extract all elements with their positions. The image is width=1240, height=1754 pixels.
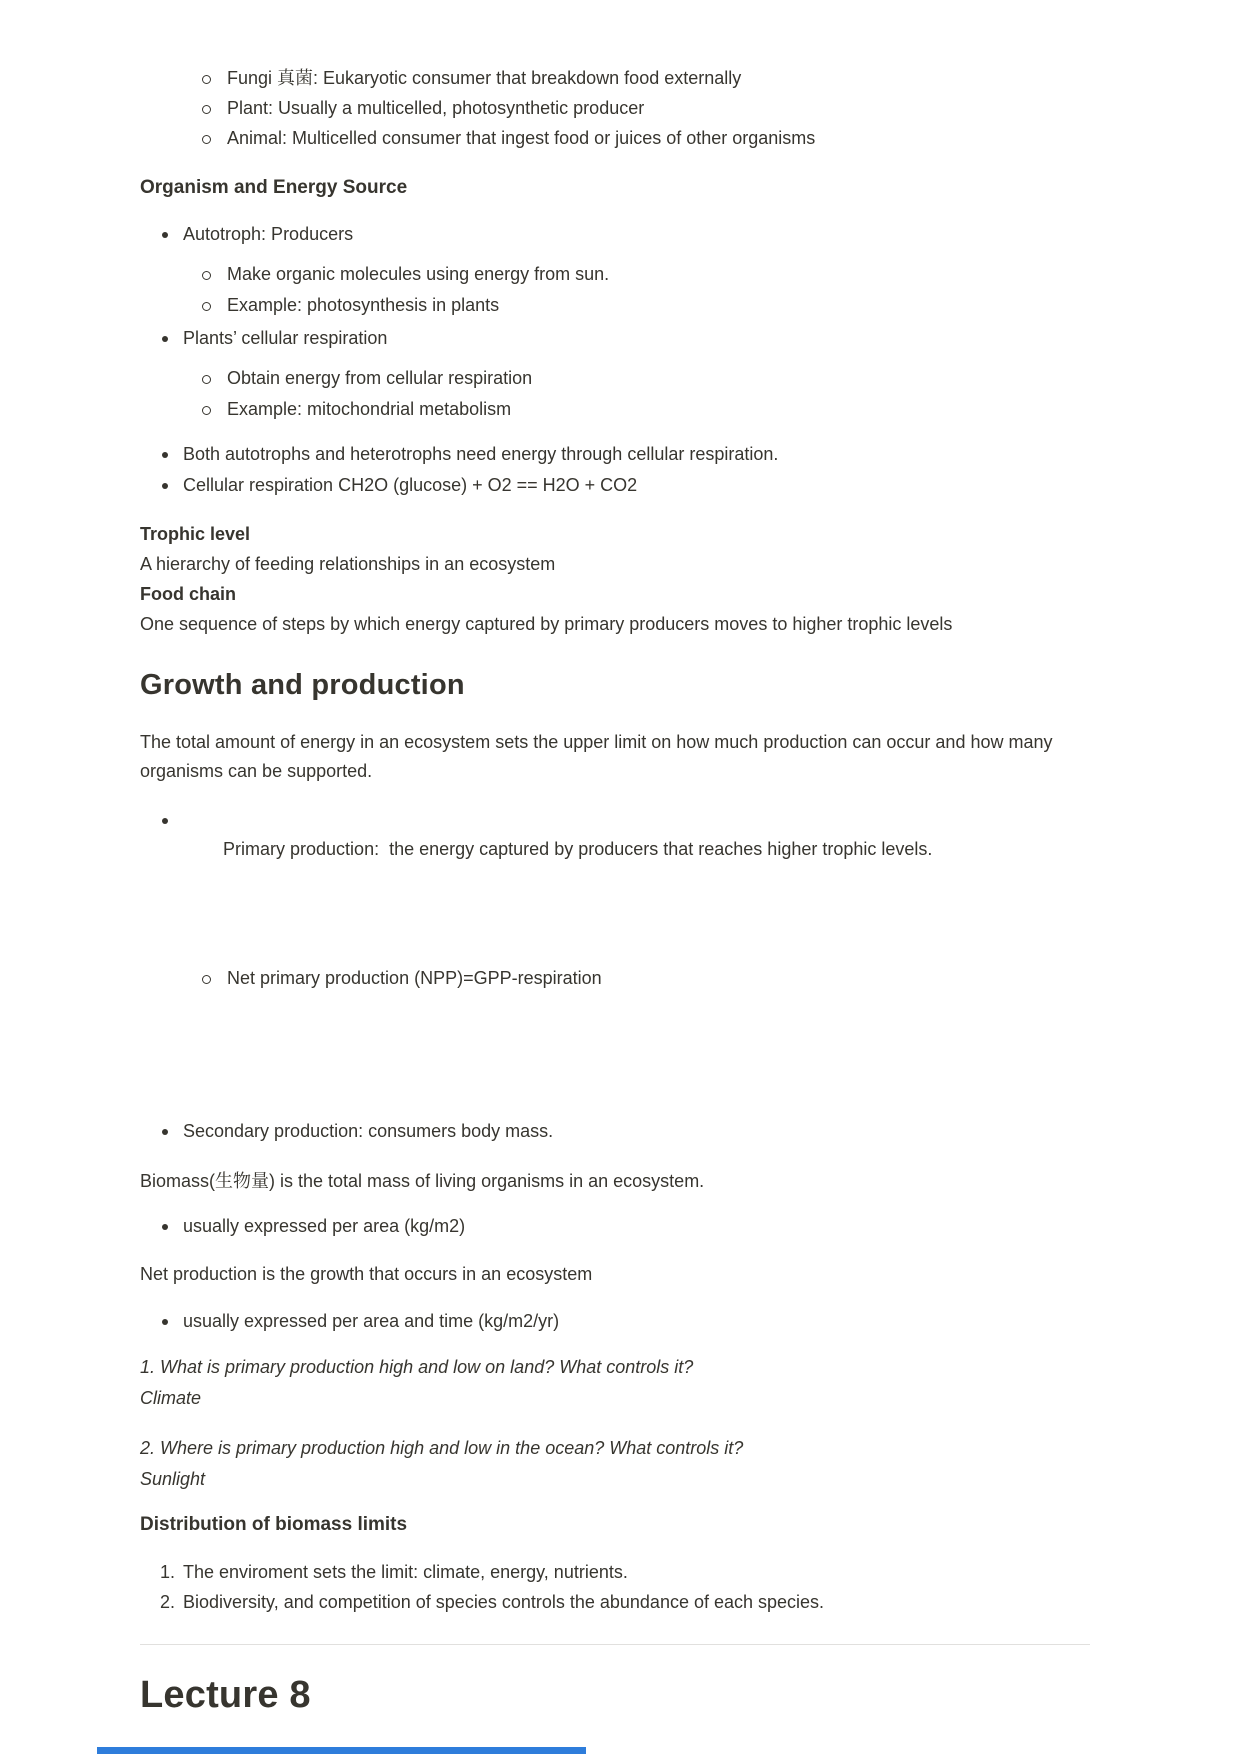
question-1-answer: Climate	[140, 1388, 202, 1408]
section-divider	[140, 1644, 1090, 1645]
list-item-text: Autotroph: Producers	[183, 224, 354, 244]
list-item	[140, 220, 1090, 320]
lecture-8-heading: Lecture 8	[140, 1674, 311, 1716]
list-item-text: Both autotrophs and heterotrophs need energy through cellular respiration.	[183, 444, 779, 464]
food-chain-text: One sequence of steps by which energy captured by primary producers moves to higher trophic levels	[140, 614, 953, 634]
list-item-text: The enviroment sets the limit: climate, energy, nutrients.	[183, 1562, 628, 1582]
list-item-text: Example: photosynthesis in plants	[227, 295, 500, 315]
trophic-level-label: Trophic level	[140, 524, 251, 544]
distribution-heading: Distribution of biomass limits	[140, 1514, 408, 1535]
list-item	[183, 260, 1090, 289]
list-item	[140, 806, 1090, 1115]
list-item	[140, 1558, 1090, 1587]
question-1-block	[140, 1352, 1090, 1414]
respiration-sublist	[183, 364, 1090, 424]
net-production-paragraph: Net production is the growth that occurs in an ecosystem	[140, 1264, 593, 1284]
growth-production-heading: Growth and production	[140, 669, 465, 701]
list-item	[183, 964, 1090, 993]
question-1-text: 1. What is primary production high and low on land? What controls it?	[140, 1357, 694, 1377]
biomass-paragraph: Biomass(生物量) is the total mass of living organisms in an ecosystem.	[140, 1171, 705, 1191]
list-item	[140, 324, 1090, 424]
net-production-unit-list	[140, 1307, 1090, 1336]
list-item-text: Primary production: the energy captured by producers that reaches higher trophic levels.	[223, 839, 933, 859]
intro-sublist	[140, 64, 1090, 153]
question-2-block	[140, 1433, 1090, 1495]
list-item	[140, 64, 1090, 93]
list-item	[140, 1212, 1090, 1241]
list-item-text: usually expressed per area and time (kg/m2/yr)	[183, 1311, 560, 1331]
energy-source-list	[140, 220, 1090, 500]
food-chain-label: Food chain	[140, 584, 236, 604]
list-item-text: Example: mitochondrial metabolism	[227, 399, 512, 419]
list-item-text: Obtain energy from cellular respiration	[227, 368, 533, 388]
list-item	[140, 471, 1090, 500]
list-item	[183, 291, 1090, 320]
growth-intro-paragraph: The total amount of energy in an ecosystem sets the upper limit on how much production can occur and how many organisms can be supported.	[140, 732, 1053, 781]
autotroph-sublist	[183, 260, 1090, 320]
trophic-foodchain-block	[140, 519, 1090, 639]
list-item	[140, 1307, 1090, 1336]
list-item	[140, 94, 1090, 123]
npp-sublist	[183, 904, 1090, 1053]
list-item	[140, 1588, 1090, 1617]
production-list	[140, 806, 1090, 1146]
list-item-text: Fungi 真菌: Eukaryotic consumer that breakdown food externally	[227, 68, 742, 88]
list-item-text: usually expressed per area (kg/m2)	[183, 1216, 466, 1236]
question-2-text: 2. Where is primary production high and low in the ocean? What controls it?	[140, 1438, 744, 1458]
biomass-unit-list	[140, 1212, 1090, 1241]
list-item	[140, 124, 1090, 153]
organism-energy-heading: Organism and Energy Source	[140, 177, 408, 198]
list-item-text: Net primary production (NPP)=GPP-respiration	[227, 968, 602, 988]
list-item-text: Secondary production: consumers body mass.	[183, 1121, 554, 1141]
list-item-text: Biodiversity, and competition of species controls the abundance of each species.	[183, 1592, 825, 1612]
partial-next-block-bar	[97, 1747, 586, 1754]
list-item	[140, 1117, 1090, 1146]
distribution-list	[140, 1558, 1090, 1617]
list-item-text: Cellular respiration CH2O (glucose) + O2 == H2O + CO2	[183, 475, 638, 495]
list-item	[183, 364, 1090, 393]
list-item-text: Plant: Usually a multicelled, photosynthetic producer	[227, 98, 645, 118]
question-2-answer: Sunlight	[140, 1469, 206, 1489]
list-item-text: Animal: Multicelled consumer that ingest food or juices of other organisms	[227, 128, 816, 148]
list-item-text: Make organic molecules using energy from sun.	[227, 264, 610, 284]
trophic-level-text: A hierarchy of feeding relationships in an ecosystem	[140, 554, 556, 574]
list-item	[183, 395, 1090, 424]
list-item-text: Plants’ cellular respiration	[183, 328, 388, 348]
list-item	[140, 440, 1090, 469]
